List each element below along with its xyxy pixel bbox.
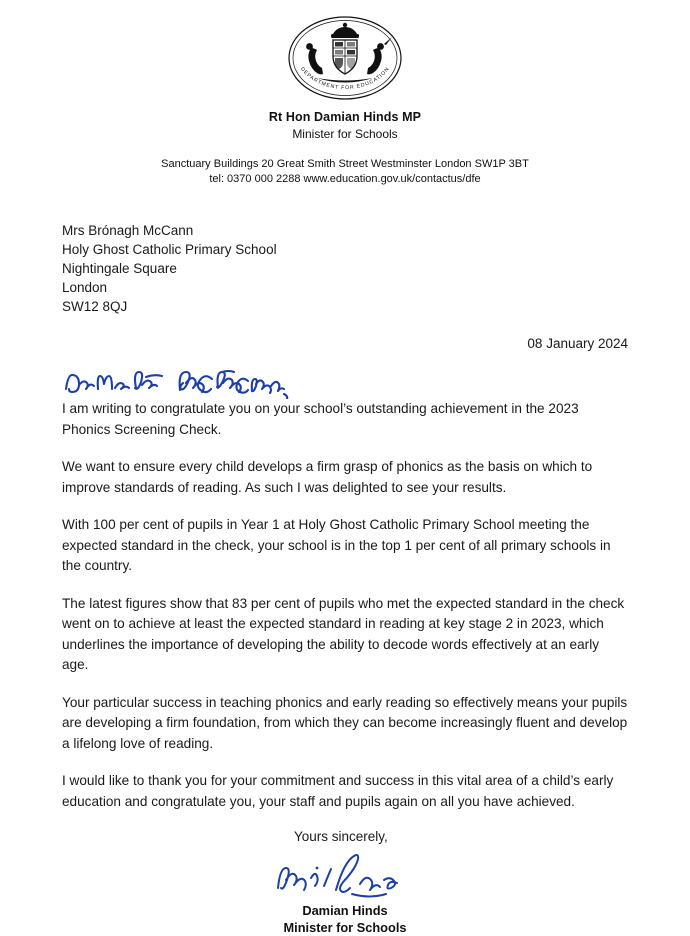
body-paragraph: With 100 per cent of pupils in Year 1 at Holy Ghost Catholic Primary School meeting the expected standard in the check, your school is in the top 1 per cent of all primary schools in the country. bbox=[62, 517, 611, 573]
signer-role: Minister for Schools bbox=[283, 920, 407, 935]
royal-coat-of-arms-department-for-education-icon bbox=[281, 14, 409, 102]
minister-name: Rt Hon Damian Hinds MP bbox=[268, 110, 422, 124]
handwritten-signature-icon bbox=[62, 850, 628, 902]
recipient-line: Mrs Brónagh McCann bbox=[62, 223, 194, 238]
letter-body bbox=[62, 399, 628, 812]
signer-block bbox=[62, 902, 628, 936]
body-paragraph: We want to ensure every child develops a firm grasp of phonics as the basis on which to improve standards of reading. As such I was delighted to see your results. bbox=[62, 459, 593, 495]
signer-name: Damian Hinds bbox=[302, 903, 388, 918]
recipient-line: Nightingale Square bbox=[62, 261, 177, 276]
body-paragraph: The latest figures show that 83 per cent of pupils who met the expected standard in the check went on to achieve at least the expected standard in reading at key stage 2 in 2023, which underlines the importance of developing the ability to decode words effectively at an early age. bbox=[62, 595, 625, 672]
recipient-line: SW12 8QJ bbox=[62, 299, 128, 314]
body-paragraph: Your particular success in teaching phonics and early reading so effectively means your pupils are developing a firm foundation, from which they can become increasingly fluent and develop a lifelong love of reading. bbox=[62, 694, 628, 751]
recipient-address-block bbox=[62, 221, 628, 316]
crest-container bbox=[62, 0, 628, 102]
body-paragraph: I am writing to congratulate you on your school’s outstanding achievement in the 2023 Phonics Screening Check. bbox=[62, 401, 579, 437]
body-paragraph: I would like to thank you for your commitment and success in this vital area of a child’s early education and congratulate you, your staff and pupils again on all you have achieved. bbox=[62, 773, 614, 809]
department-address: Sanctuary Buildings 20 Great Smith Street Westminster London SW1P 3BT bbox=[161, 158, 529, 170]
handwritten-salutation bbox=[62, 363, 628, 397]
recipient-line: London bbox=[62, 280, 108, 295]
letterhead bbox=[62, 110, 628, 185]
signoff-text: Yours sincerely, bbox=[294, 829, 388, 844]
letter-date: 08 January 2024 bbox=[527, 336, 628, 351]
svg-text:DEPARTMENT FOR EDUCATION: DEPARTMENT FOR EDUCATION bbox=[298, 66, 392, 92]
recipient-line: Holy Ghost Catholic Primary School bbox=[62, 242, 277, 257]
minister-role: Minister for Schools bbox=[292, 127, 398, 141]
department-contact: tel: 0370 000 2288 www.education.gov.uk/contactus/dfe bbox=[209, 173, 481, 185]
